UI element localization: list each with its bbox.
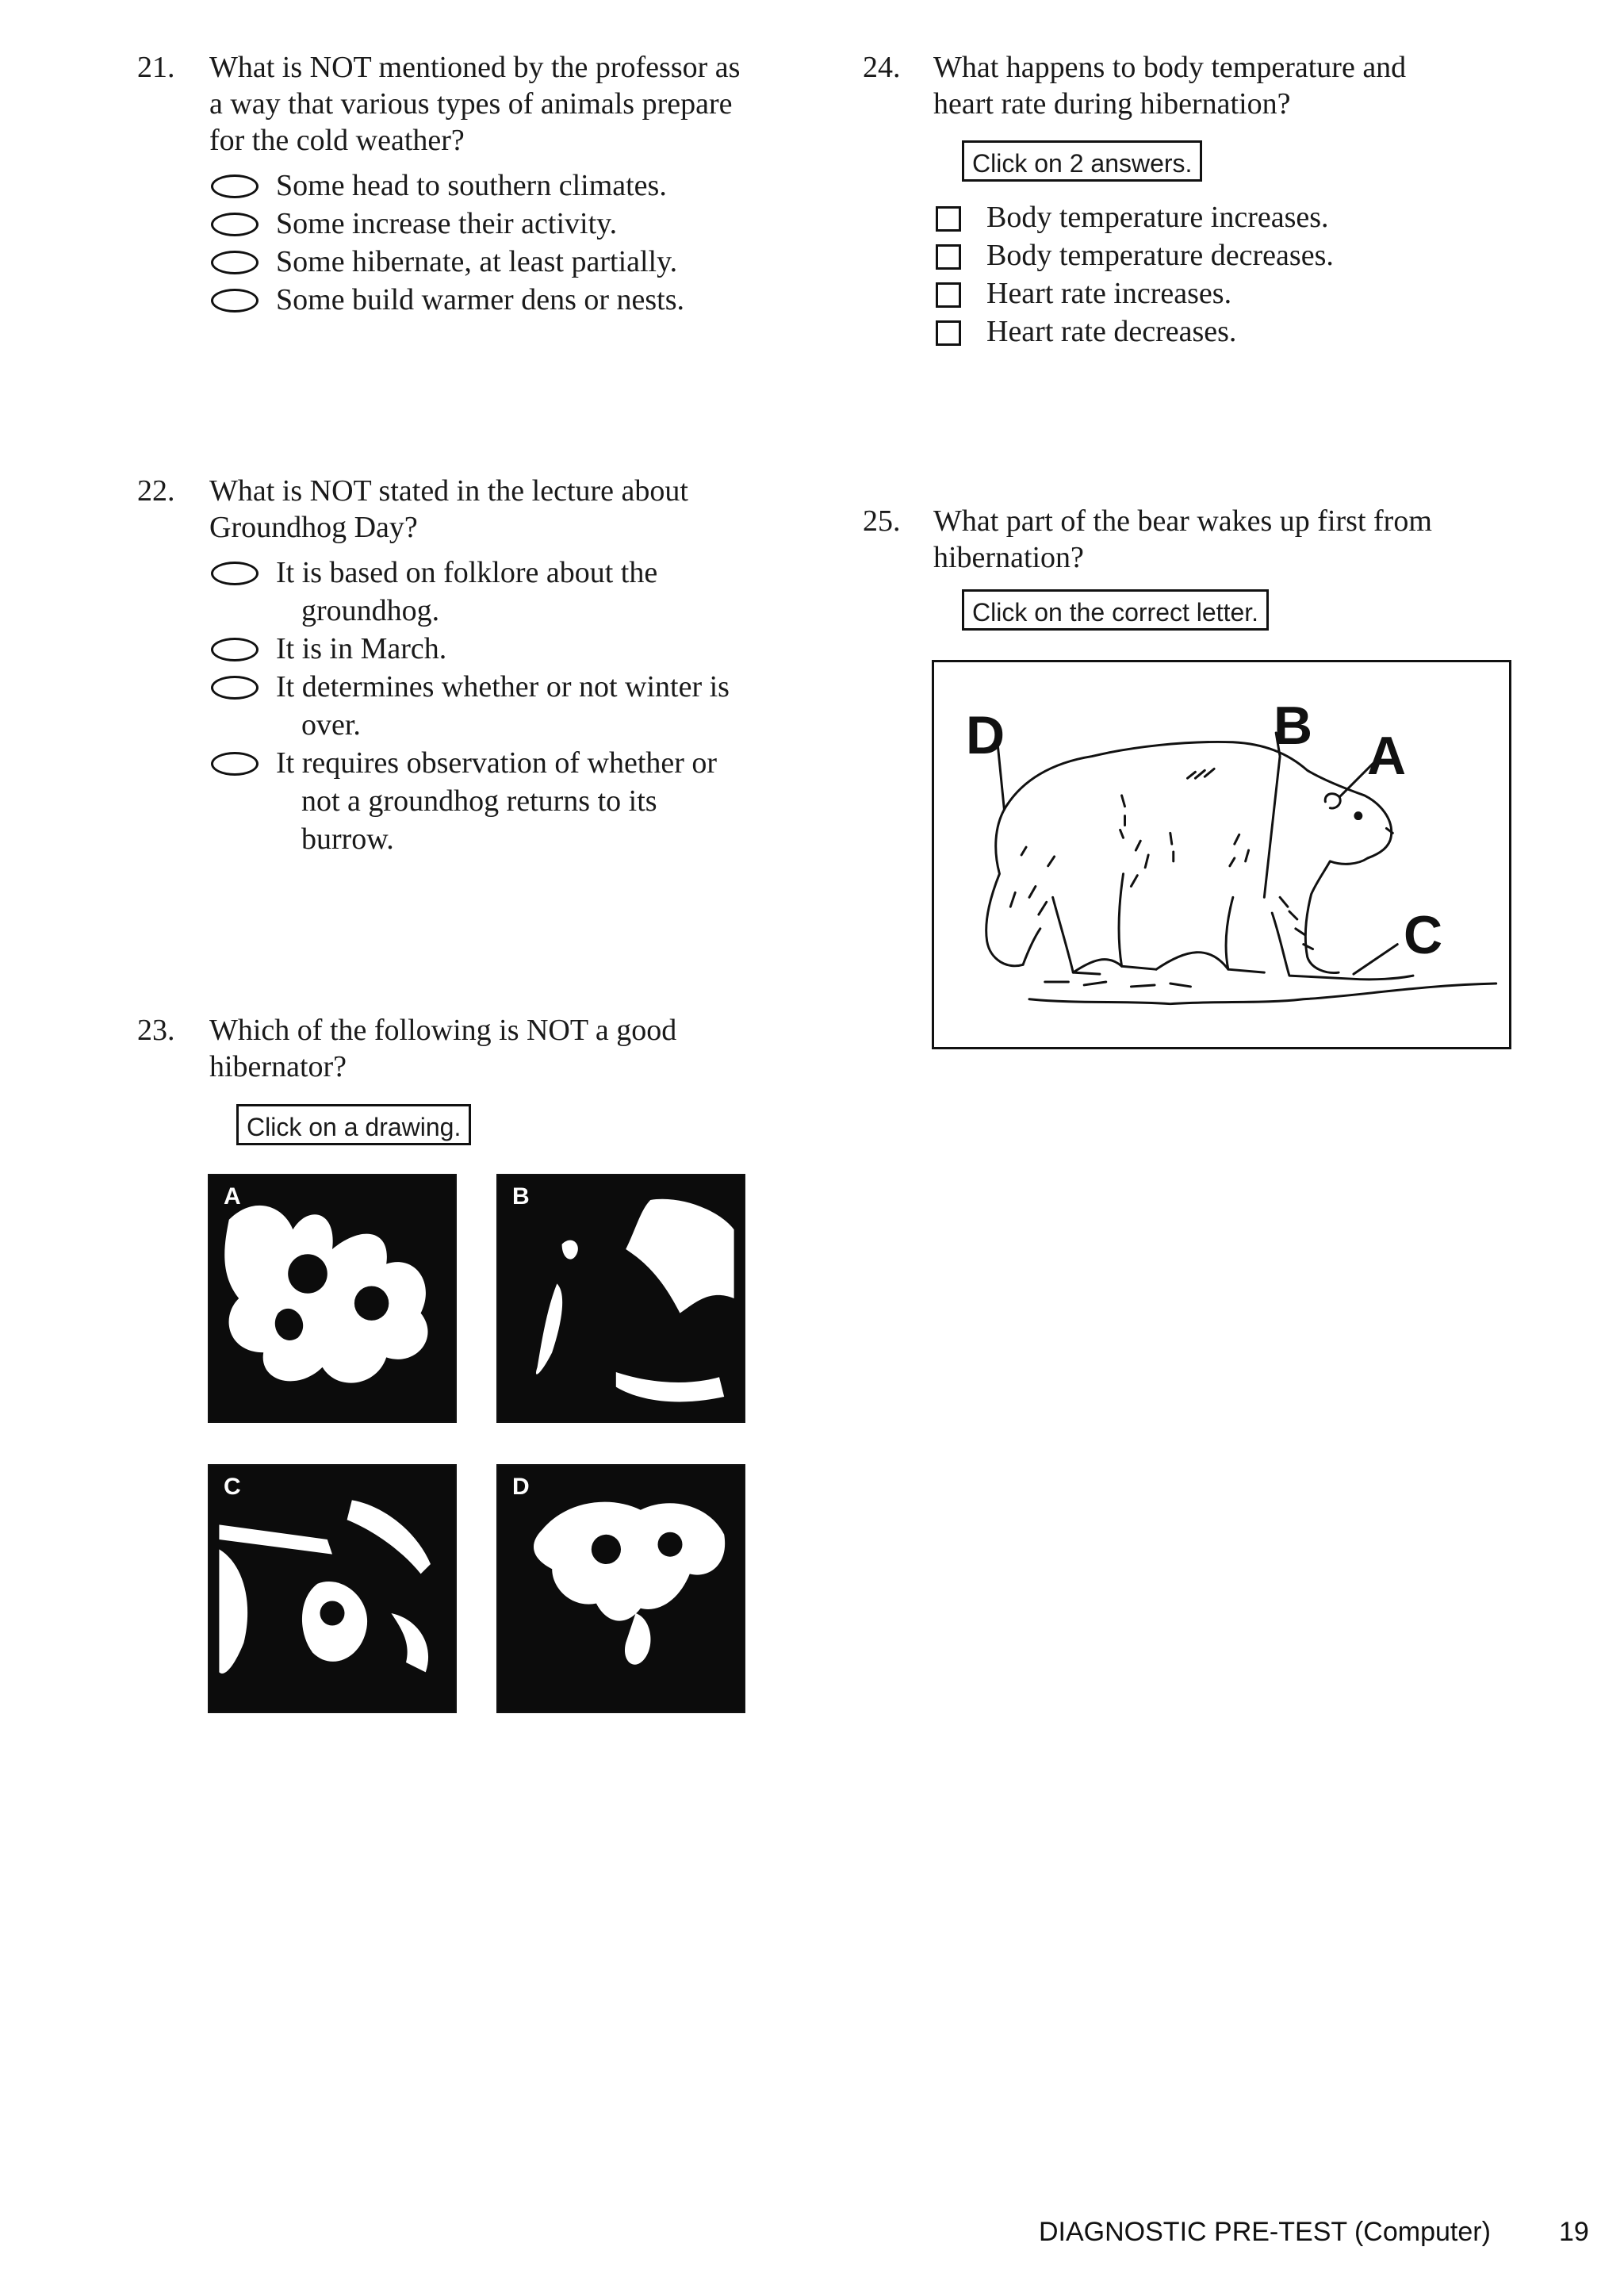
answer-option[interactable]: It determines whether or not winter is over. [209, 668, 844, 744]
answer-option[interactable]: Some increase their activity. [209, 205, 844, 243]
bear-letter-c[interactable]: C [1404, 905, 1443, 965]
answer-option[interactable]: Body temperature increases. [936, 198, 1570, 236]
answer-option[interactable]: Some head to southern climates. [209, 167, 844, 205]
answer-option[interactable]: Heart rate increases. [936, 274, 1570, 312]
page-number: 19 [1559, 2217, 1589, 2247]
drawing-letter: C [224, 1474, 241, 1500]
answer-option[interactable]: Body temperature decreases. [936, 236, 1570, 274]
question-22 [137, 473, 835, 546]
hibernator-silhouette-image [209, 1466, 455, 1712]
question-number: 25. [863, 504, 901, 538]
hibernator-silhouette-image [498, 1175, 744, 1421]
checkbox-icon[interactable] [936, 206, 961, 232]
question-text: Which of the following is NOT a good hibernator? [209, 1014, 677, 1083]
instruction-box: Click on a drawing. [236, 1104, 471, 1145]
question-number: 21. [137, 51, 175, 84]
answer-option[interactable]: It is based on folklore about the groundhog. [209, 554, 844, 630]
footer-title: DIAGNOSTIC PRE-TEST (Computer) [1039, 2217, 1491, 2247]
question-text: What part of the bear wakes up first from hibernation? [933, 504, 1432, 574]
drawing-letter: D [512, 1474, 530, 1500]
answer-option[interactable]: It requires observation of whether or not a groundhog returns to its burrow. [209, 744, 844, 858]
question-text: What is NOT mentioned by the professor as a way that various types of animals prepare for the cold weather? [209, 51, 741, 157]
radio-oval-icon[interactable] [211, 174, 259, 198]
q21-options [209, 167, 844, 319]
answer-option[interactable]: It is in March. [209, 630, 844, 668]
question-23 [137, 1012, 835, 1085]
answer-option[interactable]: Some hibernate, at least partially. [209, 243, 844, 281]
drawing-d[interactable] [496, 1464, 745, 1713]
radio-oval-icon[interactable] [211, 638, 259, 661]
radio-oval-icon[interactable] [211, 752, 259, 776]
bear-letter-d[interactable]: D [966, 705, 1005, 765]
answer-option[interactable]: Some build warmer dens or nests. [209, 281, 844, 319]
radio-oval-icon[interactable] [211, 289, 259, 312]
question-number: 22. [137, 474, 175, 508]
question-text: What happens to body temperature and heart rate during hibernation? [933, 51, 1407, 121]
checkbox-icon[interactable] [936, 320, 961, 346]
instruction-box: Click on 2 answers. [962, 140, 1202, 182]
question-25 [863, 503, 1561, 576]
drawing-b[interactable] [496, 1174, 745, 1423]
checkbox-icon[interactable] [936, 282, 961, 308]
q22-options [209, 554, 844, 858]
radio-oval-icon[interactable] [211, 562, 259, 585]
bear-letter-a[interactable]: A [1367, 726, 1407, 786]
q24-options [936, 198, 1570, 351]
drawing-letter: B [512, 1183, 530, 1210]
drawing-a[interactable] [208, 1174, 457, 1423]
bear-drawing [934, 662, 1509, 1047]
question-text: What is NOT stated in the lecture about Groundhog Day? [209, 474, 688, 544]
answer-option[interactable]: Heart rate decreases. [936, 312, 1570, 351]
bear-letter-b[interactable]: B [1274, 696, 1313, 756]
drawing-c[interactable] [208, 1464, 457, 1713]
instruction-box: Click on the correct letter. [962, 589, 1269, 631]
hibernator-silhouette-image [209, 1175, 455, 1421]
question-number: 24. [863, 51, 901, 84]
checkbox-icon[interactable] [936, 244, 961, 270]
bear-diagram [932, 660, 1511, 1049]
question-24 [863, 49, 1561, 122]
question-number: 23. [137, 1014, 175, 1047]
hibernator-silhouette-image [498, 1466, 744, 1712]
radio-oval-icon[interactable] [211, 251, 259, 274]
radio-oval-icon[interactable] [211, 213, 259, 236]
radio-oval-icon[interactable] [211, 676, 259, 700]
question-21 [137, 49, 835, 159]
drawing-letter: A [224, 1183, 241, 1210]
